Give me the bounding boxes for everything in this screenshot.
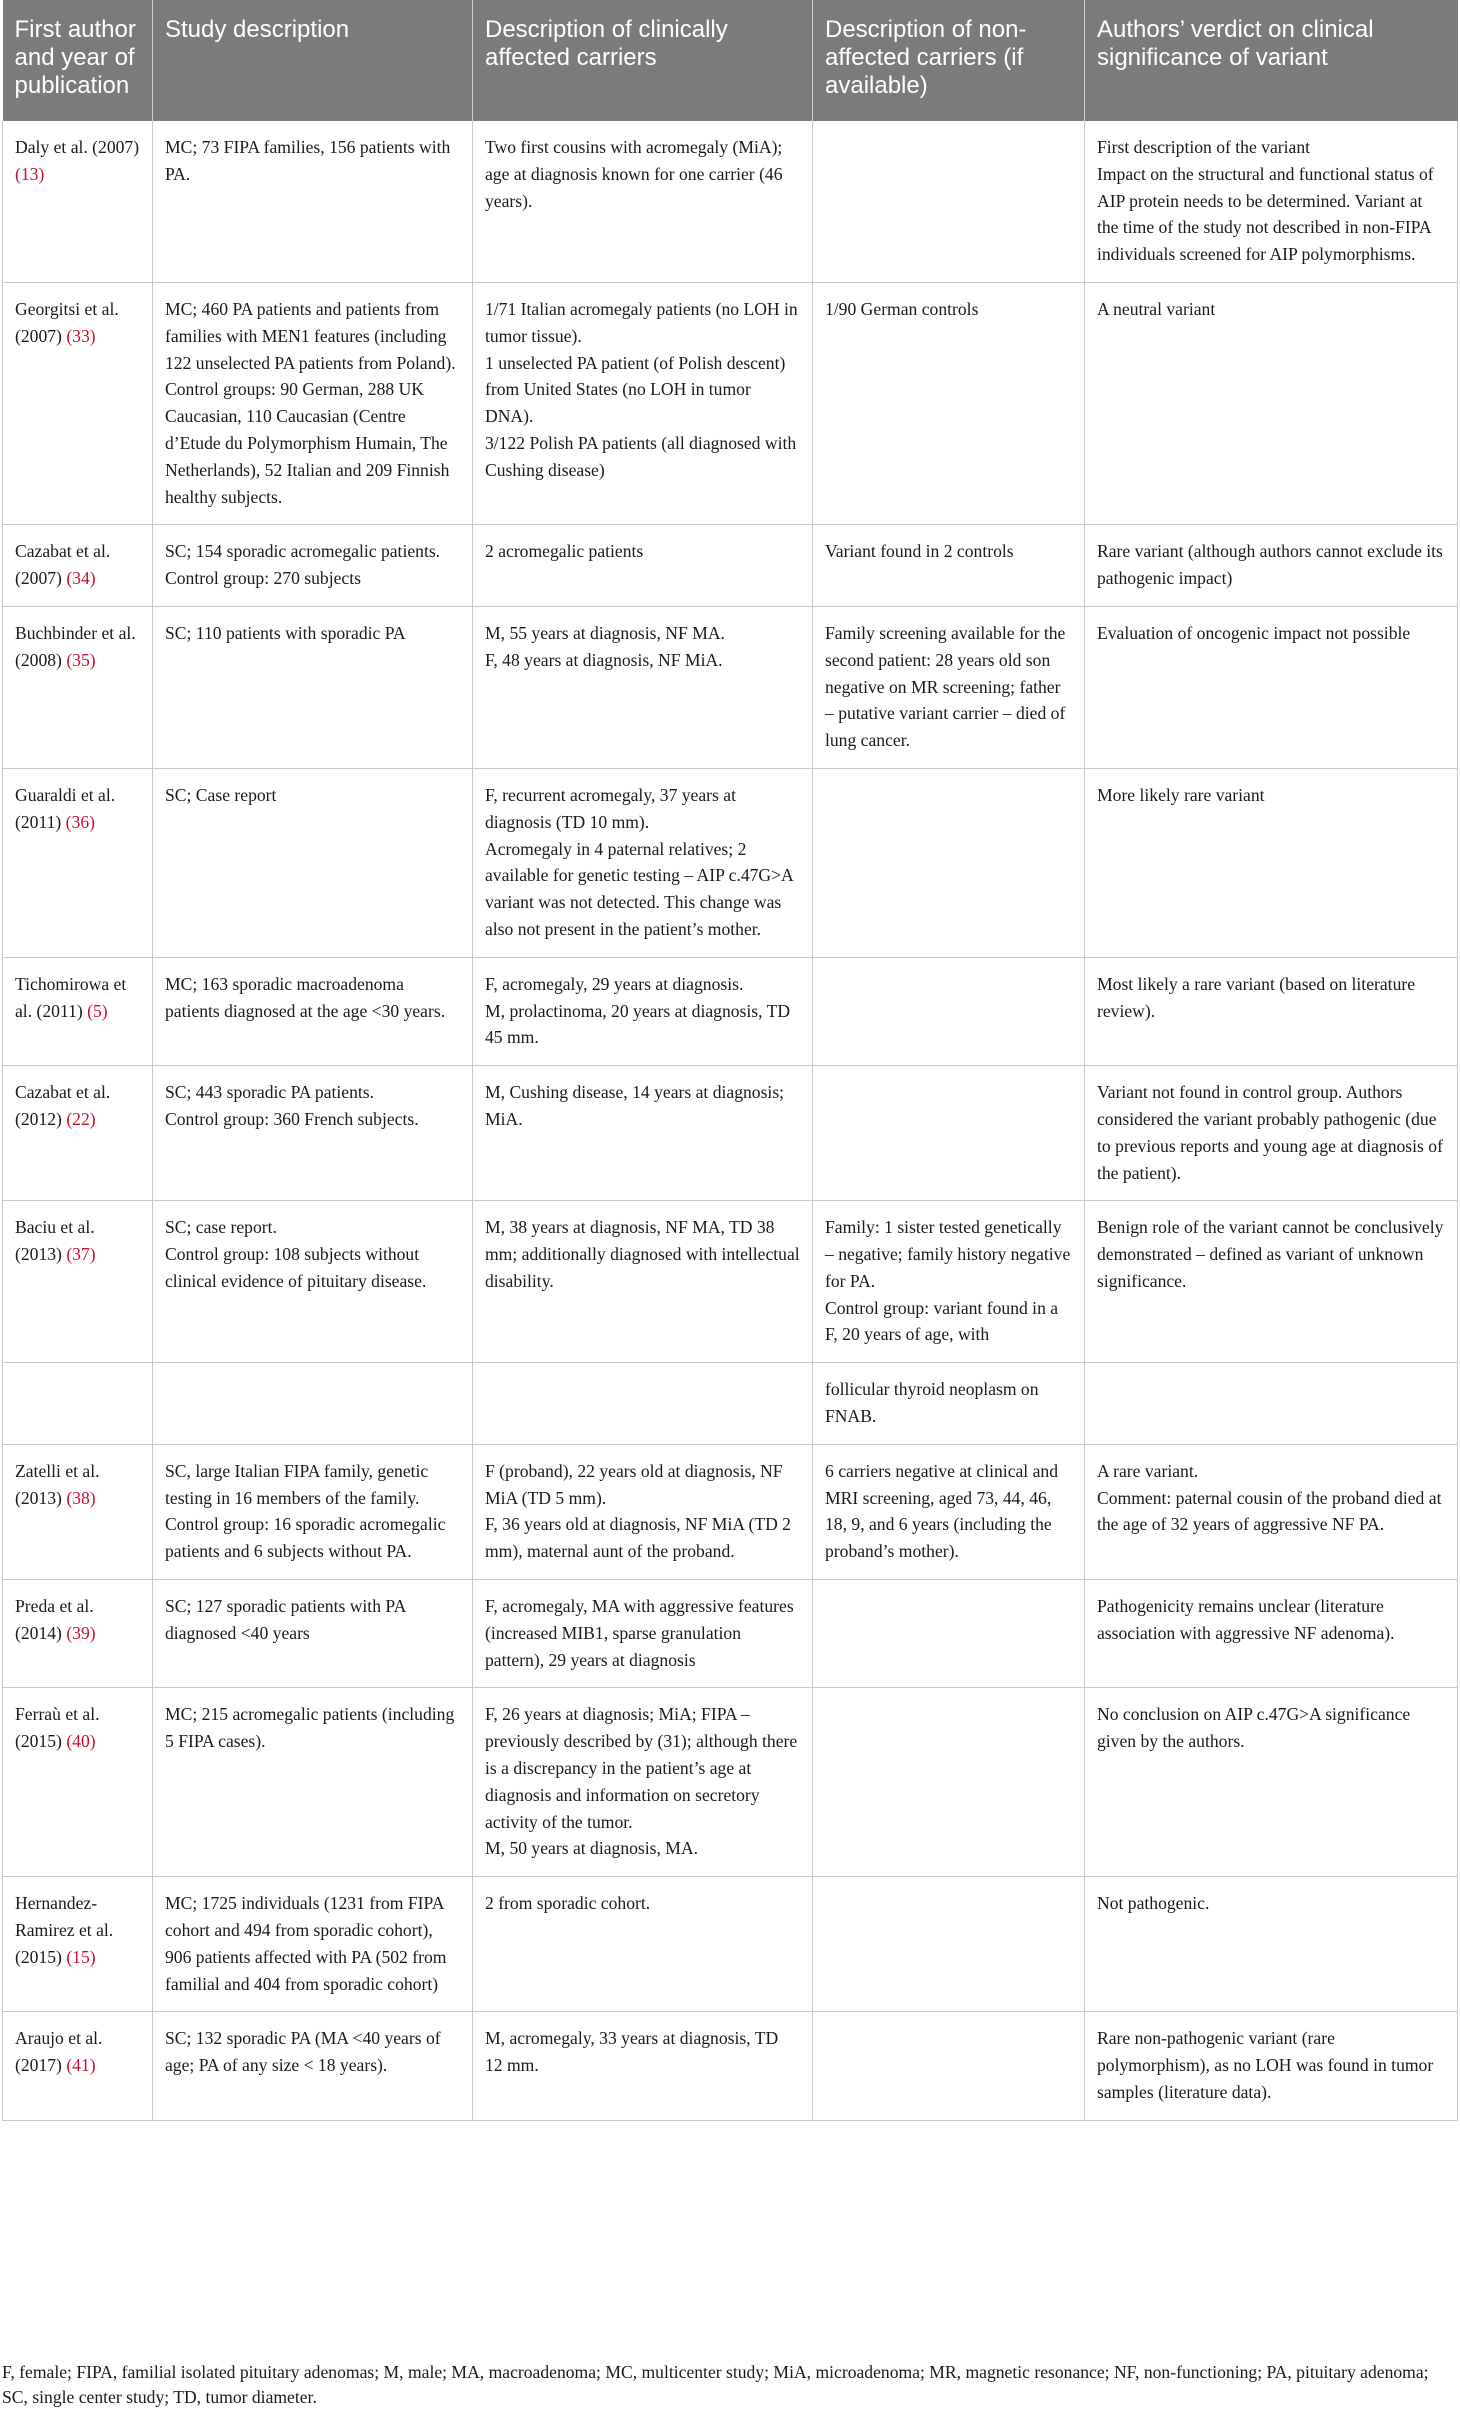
reference-link[interactable]: (15) [66,1946,96,1967]
author-cell [3,768,153,957]
nonaffected-carriers-cell: Variant found in 2 controls [813,525,1085,607]
study-description-cell: MC; 73 FIPA families, 156 patients with PA. [153,121,473,282]
affected-carriers-cell [473,606,813,768]
author-year-text: Araujo et al. (2017) [15,2028,103,2076]
table-row [3,1444,1458,1579]
author-cell [3,1444,153,1579]
affected-carriers-cell [473,1363,813,1445]
cell-line: F (proband), 22 years old at diagnosis, NF MiA (TD 5 mm). [485,1460,783,1508]
table-row [3,1877,1458,2012]
author-year-text: Ferraù et al. (2015) [15,1704,100,1752]
reference-link[interactable]: (22) [66,1108,96,1129]
nonaffected-carriers-cell [813,1877,1085,2012]
cell-line: Acromegaly in 4 paternal relatives; 2 available for genetic testing – AIP c.47G>A variant was not detected. This change was also not present in the patient’s mother. [485,838,793,939]
author-year-text: Buchbinder et al. (2008) [15,622,136,670]
author-cell [3,957,153,1065]
verdict-cell: Pathogenicity remains unclear (literature association with aggressive NF adenoma). [1085,1580,1458,1688]
reference-link[interactable]: (38) [66,1487,96,1508]
verdict-cell: Most likely a rare variant (based on literature review). [1085,957,1458,1065]
cell-line: First description of the variant [1097,137,1311,157]
study-description-cell [153,1066,473,1201]
reference-link[interactable]: (13) [15,163,45,184]
reference-link[interactable]: (5) [87,1000,108,1021]
author-year-text: Tichomirowa et al. (2011) [15,973,127,1021]
nonaffected-carriers-cell [813,1688,1085,1877]
nonaffected-carriers-cell [813,957,1085,1065]
reference-link[interactable]: (34) [66,568,96,589]
verdict-cell: Rare non-pathogenic variant (rare polymorphism), as no LOH was found in tumor samples (literature data). [1085,2012,1458,2120]
author-year-text: Hernandez-Ramirez et al. (2015) [15,1893,114,1967]
study-description-cell: MC; 1725 individuals (1231 from FIPA cohort and 494 from sporadic cohort), 906 patients affected with PA (502 from familial and 404 from sporadic cohort) [153,1877,473,2012]
study-description-cell: SC; 127 sporadic patients with PA diagnosed <40 years [153,1580,473,1688]
affected-carriers-cell: F, acromegaly, MA with aggressive features (increased MIB1, sparse granulation pattern), 29 years at diagnosis [473,1580,813,1688]
cell-line: M, prolactinoma, 20 years at diagnosis, TD 45 mm. [485,1000,791,1048]
cell-line: A rare variant. [1097,1460,1199,1481]
affected-carriers-cell [473,1444,813,1579]
cell-line: M, 55 years at diagnosis, NF MA. [485,622,725,643]
cell-line: Control group: 270 subjects [165,568,361,589]
cell-line: F, 36 years old at diagnosis, NF MiA (TD 2 mm), maternal aunt of the proband. [485,1514,791,1562]
study-description-cell: SC; Case report [153,768,473,957]
affected-carriers-cell: M, acromegaly, 33 years at diagnosis, TD 12 mm. [473,2012,813,2120]
table-row [3,2012,1458,2120]
header-author-year: First author and year of publication [3,0,153,121]
cell-line: F, recurrent acromegaly, 37 years at diagnosis (TD 10 mm). [485,784,736,832]
nonaffected-carriers-cell: Family screening available for the second patient: 28 years old son negative on MR screening; father – putative variant carrier – died of lung cancer. [813,606,1085,768]
cell-line: Impact on the structural and functional status of AIP protein needs to be determined. Variant at the time of the study not described in non-FIPA individuals screened for AIP polymorphisms. [1097,163,1434,265]
author-cell [3,1066,153,1201]
study-description-cell: SC; 132 sporadic PA (MA <40 years of age; PA of any size < 18 years). [153,2012,473,2120]
table-row [3,121,1458,282]
study-description-cell: MC; 215 acromegalic patients (including 5 FIPA cases). [153,1688,473,1877]
verdict-cell: Variant not found in control group. Authors considered the variant probably pathogenic (due to previous reports and young age at diagnosis of the patient). [1085,1066,1458,1201]
cell-line: 1/71 Italian acromegaly patients (no LOH in tumor tissue). [485,298,798,346]
author-year-text: Cazabat et al. (2007) [15,541,111,589]
table-row [3,1201,1458,1363]
nonaffected-carriers-cell [813,1066,1085,1201]
nonaffected-carriers-cell: follicular thyroid neoplasm on FNAB. [813,1363,1085,1445]
author-cell [3,1363,153,1445]
verdict-cell: Rare variant (although authors cannot exclude its pathogenic impact) [1085,525,1458,607]
nonaffected-carriers-cell [813,1580,1085,1688]
table-row [3,1580,1458,1688]
study-description-cell [153,525,473,607]
reference-link[interactable]: (35) [66,649,96,670]
table-body [3,121,1458,2120]
header-nonaffected-carriers: Description of non-affected carriers (if available) [813,0,1085,121]
cell-line: SC; case report. [165,1217,277,1238]
nonaffected-carriers-cell [813,121,1085,282]
nonaffected-carriers-cell [813,2012,1085,2120]
cell-line: F, 26 years at diagnosis; MiA; FIPA – previously described by (31); although there is a discrepancy in the patient’s age at diagnosis and information on secretory activity of the tumor. [485,1704,798,1832]
author-year-text: Guaraldi et al. (2011) [15,784,116,832]
cell-line: F, acromegaly, 29 years at diagnosis. [485,973,744,994]
aip-variant-table [2,0,1458,2121]
cell-line: SC; 154 sporadic acromegalic patients. [165,541,441,562]
cell-line: Control group: 360 French subjects. [165,1108,419,1129]
author-cell [3,606,153,768]
verdict-cell: More likely rare variant [1085,768,1458,957]
affected-carriers-cell: 2 acromegalic patients [473,525,813,607]
nonaffected-carriers-cell: 6 carriers negative at clinical and MRI screening, aged 73, 44, 46, 18, 9, and 6 years (including the proband’s mother). [813,1444,1085,1579]
author-year-text: Daly et al. (2007) [15,137,140,157]
verdict-cell [1085,121,1458,282]
cell-line: Control group: 108 subjects without clinical evidence of pituitary disease. [165,1244,427,1291]
cell-line: SC; 443 sporadic PA patients. [165,1082,375,1103]
study-description-cell [153,1444,473,1579]
cell-line: Family: 1 sister tested genetically – negative; family history negative for PA. [825,1217,1071,1291]
cell-line: MC; 460 PA patients and patients from families with MEN1 features (including 122 unselected PA patients from Poland). [165,298,456,373]
author-year-text: Cazabat et al. (2012) [15,1082,111,1129]
verdict-cell: Evaluation of oncogenic impact not possible [1085,606,1458,768]
author-cell [3,282,153,524]
author-year-text: Baciu et al. (2013) [15,1217,95,1265]
study-description-cell [153,1201,473,1363]
author-cell [3,525,153,607]
study-description-cell: SC; 110 patients with sporadic PA [153,606,473,768]
affected-carriers-cell [473,957,813,1065]
cell-line: Control group: variant found in a F, 20 years of age, with [825,1297,1059,1345]
table-row [3,282,1458,524]
author-year-text: Zatelli et al. (2013) [15,1460,100,1508]
table-row [3,957,1458,1065]
reference-link[interactable]: (33) [66,325,96,346]
cell-line: 3/122 Polish PA patients (all diagnosed with Cushing disease) [485,432,797,480]
nonaffected-carriers-cell [813,768,1085,957]
cell-line: M, 50 years at diagnosis, MA. [485,1838,699,1859]
affected-carriers-cell: M, Cushing disease, 14 years at diagnosis; MiA. [473,1066,813,1201]
study-description-cell [153,282,473,524]
author-cell [3,1688,153,1877]
table-row [3,525,1458,607]
reference-link[interactable]: (36) [65,811,95,832]
affected-carriers-cell: 2 from sporadic cohort. [473,1877,813,2012]
cell-line: Control group: 16 sporadic acromegalic patients and 6 subjects without PA. [165,1514,446,1562]
verdict-cell [1085,1363,1458,1445]
study-description-cell: MC; 163 sporadic macroadenoma patients diagnosed at the age <30 years. [153,957,473,1065]
reference-link[interactable]: (40) [66,1731,96,1752]
table-row [3,1066,1458,1201]
reference-link[interactable]: (39) [66,1622,96,1643]
cell-line: 1 unselected PA patient (of Polish descent) from United States (no LOH in tumor DNA). [485,352,786,427]
verdict-cell: Benign role of the variant cannot be conclusively demonstrated – defined as variant of unknown significance. [1085,1201,1458,1363]
table-row [3,1363,1458,1445]
header-verdict: Authors’ verdict on clinical significance of variant [1085,0,1458,121]
nonaffected-carriers-cell [813,1201,1085,1363]
author-year-text: Georgitsi et al. (2007) [15,298,119,346]
author-cell [3,1580,153,1688]
affected-carriers-cell [473,1688,813,1877]
verdict-cell: No conclusion on AIP c.47G>A significance given by the authors. [1085,1688,1458,1877]
author-cell [3,1877,153,2012]
affected-carriers-cell: Two first cousins with acromegaly (MiA); age at diagnosis known for one carrier (46 years). [473,121,813,282]
author-cell [3,2012,153,2120]
header-study-description: Study description [153,0,473,121]
verdict-cell: A neutral variant [1085,282,1458,524]
author-cell [3,121,153,282]
table-footnote: F, female; FIPA, familial isolated pituitary adenomas; M, male; MA, macroadenoma; MC, multicenter study; MiA, microadenoma; MR, magnetic resonance; NF, non-functioning; PA, pituitary adenoma; SC, single center study; TD, tumor diameter. [2,2362,1429,2407]
author-year-text: Preda et al. (2014) [15,1596,94,1643]
header-affected-carriers: Description of clinically affected carriers [473,0,813,121]
affected-carriers-cell: M, 38 years at diagnosis, NF MA, TD 38 mm; additionally diagnosed with intellectual disability. [473,1201,813,1363]
cell-line: SC, large Italian FIPA family, genetic testing in 16 members of the family. [165,1460,429,1508]
cell-line: F, 48 years at diagnosis, NF MiA. [485,649,723,670]
table-row [3,606,1458,768]
table-row [3,1688,1458,1877]
study-description-cell [153,1363,473,1445]
table-row [3,768,1458,957]
reference-link[interactable]: (37) [66,1244,96,1265]
author-cell [3,1201,153,1363]
cell-line: Comment: paternal cousin of the proband died at the age of 32 years of aggressive NF PA. [1097,1487,1442,1535]
nonaffected-carriers-cell: 1/90 German controls [813,282,1085,524]
table-header-row [3,0,1458,121]
verdict-cell [1085,1444,1458,1579]
cell-line: Control groups: 90 German, 288 UK Caucasian, 110 Caucasian (Centre d’Etude du Polymorphism Humain, The Netherlands), 52 Italian and 209 Finnish healthy subjects. [165,379,450,507]
affected-carriers-cell [473,282,813,524]
verdict-cell: Not pathogenic. [1085,1877,1458,2012]
reference-link[interactable]: (41) [66,2055,96,2076]
affected-carriers-cell [473,768,813,957]
